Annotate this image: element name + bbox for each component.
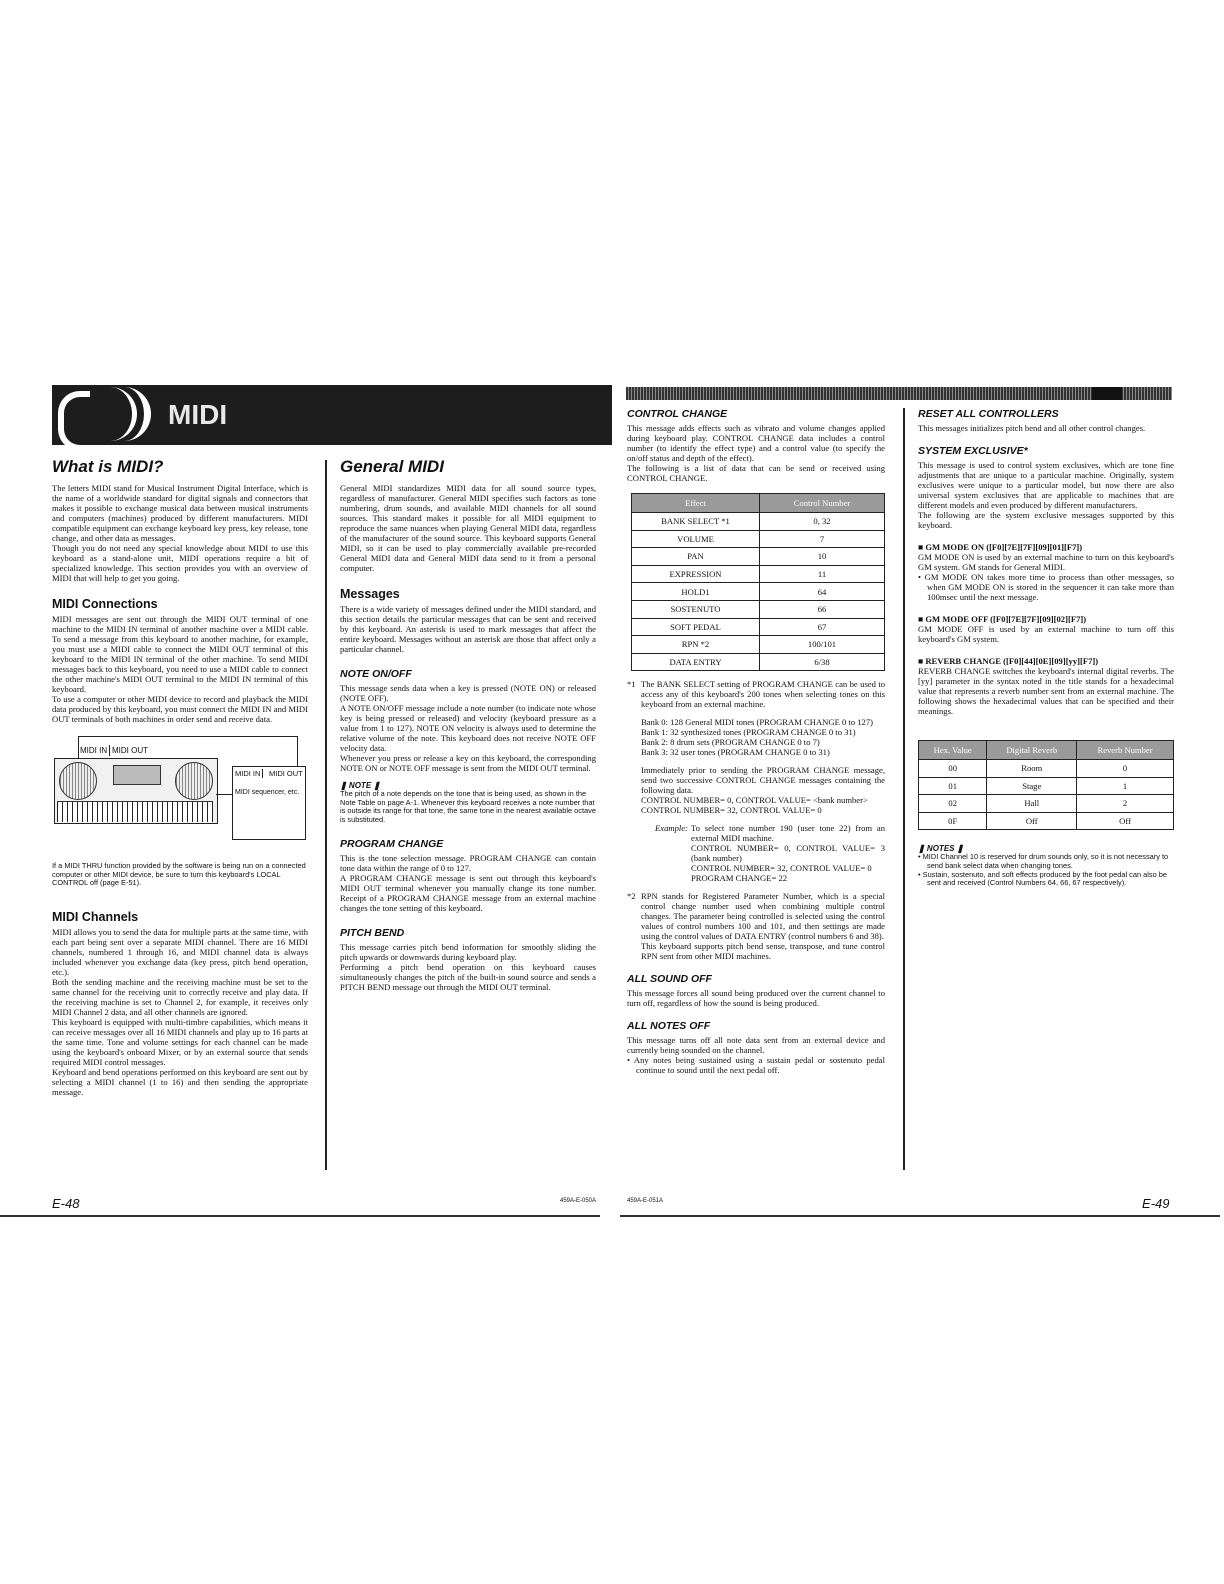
bottom-rule-left <box>0 1215 600 1217</box>
page-number-left: E-48 <box>52 1196 80 1211</box>
pitch-bend-heading: PITCH BEND <box>340 927 405 940</box>
gm-off-body: GM MODE OFF is used by an external machine to turn off this keyboard's GM system. <box>918 624 1174 644</box>
table-header-row <box>919 741 1174 760</box>
sysex-body-2: The following are the system exclusive messages supported by this keyboard. <box>918 510 1174 530</box>
sequencer-label: MIDI sequencer, etc. <box>235 789 300 796</box>
example-line: CONTROL NUMBER= 32, CONTROL VALUE= 0 <box>691 863 872 874</box>
right-divider <box>903 408 905 1170</box>
example-line: PROGRAM CHANGE= 22 <box>691 873 788 884</box>
table-cell: Stage <box>987 777 1077 795</box>
general-body: General MIDI standardizes MIDI data for all sound source types, regardless of manufacturer. General MIDI specifies such factors as tone numbering, drum sounds, and available MIDI channels for all sound sources. This standard makes it possible for all MIDI equipment to reproduce the same nuances when playing General MIDI data, regardless of the manufacturer of the sound source. This keyboard supports General MIDI, so it can be used to play commercially available pre-recorded General MIDI data and General MIDI data send to it from a personal computer. <box>340 483 596 573</box>
table-cell: Off <box>1077 812 1174 830</box>
messages-body: There is a wide variety of messages defined under the MIDI standard, and this section details the particular messages that can be sent and received by this keyboard. An asterisk is used to mark messages that affect the entire keyboard. Messages without an asterisk are those that affect only a particular channel. <box>340 604 596 654</box>
table-cell: 1 <box>1077 777 1174 795</box>
bank-item: Bank 1: 32 synthesized tones (PROGRAM CHANGE 0 to 31) <box>641 727 856 738</box>
table-cell: 67 <box>760 618 885 636</box>
table-header-number: Control Number <box>760 494 885 513</box>
gm-on-bullet: • GM MODE ON takes more time to process than other messages, so when GM MODE ON is stored in the sequencer it can take more than 100msec until the next message. <box>918 572 1174 602</box>
footnote-2-text: RPN stands for Registered Parameter Number, which is a special control change number used when combining multiple control changes. The parameter being controlled is selected using the control values of control numbers 100 and 101, and then settings are made using the control values of DATA ENTRY (control numbers 6 and 38). <box>641 891 885 942</box>
note-onoff-heading: NOTE ON/OFF <box>340 668 412 680</box>
cable-down <box>216 794 232 795</box>
table-cell: 6/38 <box>760 653 885 671</box>
what-body-2: Though you do not need any special knowledge about MIDI to use this keyboard as a stand-alone unit, MIDI operations require a bit of specialized knowledge. This section provides you with an overview of MIDI that will help to get you going. <box>52 543 308 583</box>
table-cell: 0, 32 <box>760 513 885 531</box>
right-column-1 <box>627 408 885 1075</box>
bank-list <box>627 717 885 883</box>
table-row <box>632 636 885 654</box>
table-cell: 100/101 <box>760 636 885 654</box>
gm-on-body: GM MODE ON is used by an external machine to turn on this keyboard's GM system. GM stands for General MIDI. <box>918 552 1174 572</box>
bank-item: Bank 3: 32 user tones (PROGRAM CHANGE 0 to 31) <box>641 747 830 758</box>
reset-heading: RESET ALL CONTROLLERS <box>918 408 1059 420</box>
footnote-1-mark: *1 <box>627 679 636 690</box>
table-cell: BANK SELECT *1 <box>632 513 760 531</box>
connections-body: MIDI messages are sent out through the MIDI OUT terminal of one machine to the MIDI IN terminal of another machine over a MIDI cable. To send a message from this keyboard to another machine, for example, you must use a MIDI cable to connect the MIDI OUT terminal of this keyboard to the MIDI IN terminal of the other machine. To send MIDI messages back to this keyboard, you need to use a MIDI cable to connect the other machine's MIDI OUT terminal to the MIDI IN terminal of this keyboard. <box>52 614 308 694</box>
control-change-heading: CONTROL CHANGE <box>627 408 728 420</box>
display-icon <box>113 765 161 785</box>
connections-heading: MIDI Connections <box>52 597 158 611</box>
right-banner <box>626 387 1172 400</box>
table-cell: EXPRESSION <box>632 565 760 583</box>
what-body: The letters MIDI stand for Musical Instrument Digital Interface, which is the name of a worldwide standard for digital signals and connectors that makes it possible to exchange musical data between musical instruments and computers (machines) produced by different manufacturers. MIDI compatible equipment can exchange keyboard key press, key release, tone change, and other data as messages. <box>52 483 308 543</box>
bank-item: Bank 2: 8 drum sets (PROGRAM CHANGE 0 to 7) <box>641 737 820 748</box>
table-cell: SOFT PEDAL <box>632 618 760 636</box>
notes-item: • Sustain, sostenuto, and soft effects produced by the foot pedal can also be sent and received (Control Numbers 64, 66, 67 respectively). <box>918 869 1167 888</box>
table-cell: Off <box>987 812 1077 830</box>
table-cell: 0F <box>919 812 987 830</box>
sysex-heading: SYSTEM EXCLUSIVE* <box>918 445 1028 457</box>
table-cell: Room <box>987 760 1077 778</box>
pitch-body: This message carries pitch bend information for smoothly sliding the pitch upwards or downwards during keyboard play. <box>340 942 596 963</box>
table-cell: HOLD1 <box>632 583 760 601</box>
speaker-left-icon <box>59 762 97 800</box>
footnote-1 <box>627 679 885 709</box>
connection-diagram <box>52 734 308 852</box>
table-row <box>632 513 885 531</box>
table-cell: PAN <box>632 548 760 566</box>
example-line: To select tone number 190 (user tone 22) from an external MIDI machine. <box>691 823 885 844</box>
table-cell: 02 <box>919 795 987 813</box>
all-notes-bullet: • Any notes being sustained using a sustain pedal or sostenuto pedal continue to sound until the next pedal off. <box>627 1055 885 1076</box>
control-number-line-2: CONTROL NUMBER= 32, CONTROL VALUE= 0 <box>641 805 822 816</box>
what-is-midi-heading: What is MIDI? <box>52 457 164 476</box>
sequencer-box <box>232 766 306 840</box>
sysex-body: This message is used to control system exclusives, which are tone fine adjustments that are unique to a particular machine. Originally, system exclusives were unique to a particular model, but now there are also universal system exclusives that are applicable to machines that are different models and even produced by different manufacturers. <box>918 460 1174 510</box>
control-number-line-1: CONTROL NUMBER= 0, CONTROL VALUE= <bank number> <box>641 795 868 806</box>
table-cell: SOSTENUTO <box>632 600 760 618</box>
program-body-2: A PROGRAM CHANGE message is sent out through this keyboard's MIDI OUT terminal whenever you manually change its tone number. Receipt of a PROGRAM CHANGE message from an external machine changes the tone setting of this keyboard. <box>340 873 596 914</box>
banner-title: MIDI <box>168 399 228 430</box>
table-row <box>919 777 1174 795</box>
right-column-2 <box>918 408 1174 888</box>
footnote-2-mark: *2 <box>627 891 636 902</box>
channels-body-2: Both the sending machine and the receiving machine must be set to the same channel for the receiving unit to correctly receive and play data. If the receiving machine is set to Channel 2, for example, it receives only MIDI Channel 2 data, and all other channels are ignored. <box>52 976 308 1017</box>
table-header-reverb-number: Reverb Number <box>1077 741 1174 760</box>
table-cell: 66 <box>760 600 885 618</box>
example-label: Example: <box>655 823 688 834</box>
all-sound-body: This message forces all sound being produced over the current channel to turn off, regardless of how the sound is being produced. <box>627 988 885 1009</box>
all-notes-off-heading: ALL NOTES OFF <box>627 1020 711 1033</box>
table-header-row <box>632 494 885 513</box>
table-row <box>632 583 885 601</box>
table-row <box>632 618 885 636</box>
page-number-right: E-49 <box>1142 1196 1170 1211</box>
table-row <box>632 565 885 583</box>
all-notes-body: This message turns off all note data sent from an external device and currently being sounded on the channel. <box>627 1035 885 1056</box>
table-row <box>632 600 885 618</box>
all-sound-off-heading: ALL SOUND OFF <box>627 973 712 986</box>
reverb-heading: ■ REVERB CHANGE ([F0][44][0E][09][yy][F7]) <box>918 656 1099 666</box>
right-banner-arrow-icon <box>1092 387 1122 400</box>
table-cell: VOLUME <box>632 530 760 548</box>
left-column <box>52 457 308 1097</box>
midi-banner <box>52 385 612 445</box>
table-row <box>919 812 1174 830</box>
table-cell: 10 <box>760 548 885 566</box>
midi-thru-note: If a MIDI THRU function provided by the software is being run on a connected computer or other MIDI device, be sure to turn this keyboard's LOCAL CONTROL off (page E-51). <box>52 861 306 888</box>
table-cell: RPN *2 <box>632 636 760 654</box>
example-block <box>641 823 885 883</box>
pitch-body-2: Performing a pitch bend operation on this keyboard causes simultaneously changes the pitch of the built-in sound source and sends a PITCH BEND message out through the MIDI OUT terminal. <box>340 962 596 993</box>
program-change-heading: PROGRAM CHANGE <box>340 838 444 851</box>
table-header-effect: Effect <box>632 494 760 513</box>
prior-text: Immediately prior to sending the PROGRAM CHANGE message, send two successive CONTROL CHANGE messages containing the following data. <box>641 765 885 796</box>
reset-body: This messages initializes pitch bend and all other control changes. <box>918 423 1146 433</box>
center-column <box>340 457 596 992</box>
table-header-reverb: Digital Reverb <box>987 741 1077 760</box>
footnote-2 <box>627 891 885 961</box>
note-onoff-body-3: Whenever you press or release a key on this keyboard, the corresponding NOTE ON or NOTE OFF message is sent from the MIDI OUT terminal. <box>340 753 596 773</box>
seq-midi-out-label: MIDI OUT <box>269 769 303 778</box>
midi-in-label: MIDI IN <box>78 745 110 756</box>
messages-heading: Messages <box>340 587 400 601</box>
note-onoff-body-2: A NOTE ON/OFF message include a note number (to indicate note whose key is being pressed or released) and velocity (keyboard pressure as a value from 1 to 127). NOTE ON velocity is always used to determine the relative volume of the note. This keyboard does not receive NOTE OFF velocity data. <box>340 703 596 753</box>
notes-item: • MIDI Channel 10 is reserved for drum sounds only, so it is not necessary to send bank select data when changing tones. <box>918 852 1169 870</box>
notes-label: ❚ NOTES ❚ <box>918 844 964 854</box>
channels-body-4: Keyboard and bend operations performed on this keyboard are sent out by selecting a MIDI channel (1 to 16) and then sending the appropriate message. <box>52 1066 308 1097</box>
note-body: The pitch of a note depends on the tone that is being used, as shown in the Note Table on page A-1. Whenever this keyboard receives a note number that is outside its range for that tone, the same tone in the nearest available octave is substituted. <box>340 789 596 824</box>
banner-chevron-icon-2 <box>78 387 137 441</box>
table-header-hex: Hex. Value <box>919 741 987 760</box>
footnote-1-text: The BANK SELECT setting of PROGRAM CHANGE can be used to access any of this keyboard's 200 tones when selecting tones on this keyboard from an external machine. <box>641 679 885 710</box>
table-row <box>632 548 885 566</box>
left-divider <box>325 460 327 1170</box>
channels-body: MIDI allows you to send the data for multiple parts at the same time, with each part being sent over a separate MIDI channel. There are 16 MIDI channels, numbered 1 through 16, and MIDI channel data is always included whenever you exchange data (key press, pitch bend operation, etc.). <box>52 926 308 977</box>
table-row <box>919 795 1174 813</box>
table-row <box>632 530 885 548</box>
table-row <box>632 653 885 671</box>
connections-body-2: To use a computer or other MIDI device to record and playback the MIDI data produced by this keyboard, you must connect the MIDI IN and MIDI OUT terminals of both machines in order send and receive data. <box>52 694 308 724</box>
general-midi-heading: General MIDI <box>340 457 444 476</box>
channels-heading: MIDI Channels <box>52 909 139 924</box>
table-cell: 64 <box>760 583 885 601</box>
table-cell: 7 <box>760 530 885 548</box>
code-left: 459A-E-050A <box>560 1198 597 1204</box>
table-row <box>919 760 1174 778</box>
note-onoff-body: This message sends data when a key is pressed (NOTE ON) or released (NOTE OFF). <box>340 683 596 703</box>
table-cell: 01 <box>919 777 987 795</box>
table-cell: 2 <box>1077 795 1174 813</box>
table-cell: Hall <box>987 795 1077 813</box>
table-cell: 0 <box>1077 760 1174 778</box>
reverb-body: REVERB CHANGE switches the keyboard's internal digital reverbs. The [yy] parameter in the syntax noted in the title stands for a hexadecimal value that represents a reverb number sent from an external machine. The following shows the hexadecimal values that can be specified and their meanings. <box>918 666 1174 716</box>
bank-item: Bank 0: 128 General MIDI tones (PROGRAM CHANGE 0 to 127) <box>641 717 874 728</box>
control-body: This message adds effects such as vibrato and volume changes applied during keyboard play. CONTROL CHANGE data includes a control number (to identify the effect type) and a control value (to specify the on/off status and depth of the effect). <box>627 423 885 463</box>
reverb-table <box>918 740 1174 830</box>
note-label: ❚ NOTE ❚ <box>340 781 381 790</box>
bottom-rule-right <box>620 1215 1220 1217</box>
gm-off-heading: ■ GM MODE OFF ([F0][7E][7F][09][02][F7]) <box>918 614 1087 624</box>
keyboard-illustration <box>54 758 218 824</box>
speaker-right-icon <box>175 762 213 800</box>
keys-icon <box>57 801 213 822</box>
code-right: 459A-E-051A <box>627 1198 664 1204</box>
table-cell: DATA ENTRY <box>632 653 760 671</box>
control-body-2: The following is a list of data that can be send or received using CONTROL CHANGE. <box>627 463 885 483</box>
table-cell: 00 <box>919 760 987 778</box>
control-table <box>631 493 885 671</box>
channels-body-3: This keyboard is equipped with multi-timbre capabilities, which means it can receive messages over all 16 MIDI channels and play up to 16 parts at the same time. Tone and volume settings for each channel can be made using the keyboard's onboard Mixer, or by an external source that sends required MIDI control messages. <box>52 1016 308 1067</box>
program-body: This is the tone selection message. PROGRAM CHANGE can contain tone data within the range of 0 to 127. <box>340 853 596 874</box>
seq-midi-in-label: MIDI IN <box>235 769 263 778</box>
table-cell: 11 <box>760 565 885 583</box>
footnote-2-text-b: This keyboard supports pitch bend sense, transpose, and tune control RPN sent from other MIDI machines. <box>641 941 885 962</box>
example-line: CONTROL NUMBER= 0, CONTROL VALUE= 3 (bank number) <box>691 843 885 864</box>
gm-on-heading: ■ GM MODE ON ([F0][7E][7F][09][01][F7]) <box>918 542 1083 552</box>
midi-out-label: MIDI OUT <box>112 746 148 755</box>
